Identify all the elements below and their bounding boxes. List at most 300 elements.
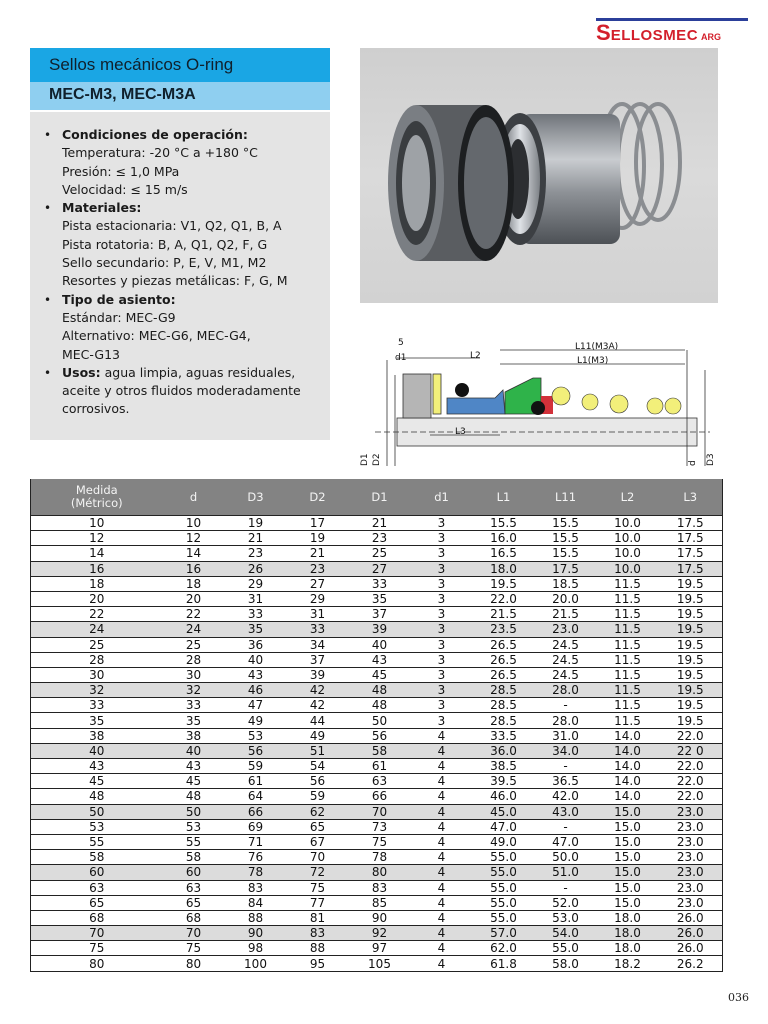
table-cell: 47.0 xyxy=(473,819,535,834)
table-cell: 15.0 xyxy=(597,819,659,834)
table-cell: 68 xyxy=(31,910,163,925)
table-row xyxy=(31,683,723,698)
table-row xyxy=(31,926,723,941)
table-cell: 70 xyxy=(163,926,225,941)
table-cell: 11.5 xyxy=(597,591,659,606)
table-cell: 22.0 xyxy=(473,591,535,606)
table-cell: 11.5 xyxy=(597,698,659,713)
table-cell: 18 xyxy=(163,576,225,591)
table-row xyxy=(31,561,723,576)
table-cell: 35 xyxy=(349,591,411,606)
table-cell: 4 xyxy=(411,910,473,925)
table-cell: 19 xyxy=(225,516,287,531)
page-title: Sellos mecánicos O-ring xyxy=(49,55,234,74)
table-row xyxy=(31,546,723,561)
table-body xyxy=(31,516,723,972)
table-cell: 45.0 xyxy=(473,804,535,819)
table-cell: 49.0 xyxy=(473,834,535,849)
table-cell: 83 xyxy=(225,880,287,895)
table-cell: 3 xyxy=(411,576,473,591)
table-cell: 3 xyxy=(411,516,473,531)
table-cell: 71 xyxy=(225,834,287,849)
table-cell: 12 xyxy=(31,531,163,546)
table-cell: 10.0 xyxy=(597,561,659,576)
table-cell: 30 xyxy=(163,667,225,682)
dim-label-5: 5 xyxy=(398,338,404,348)
table-cell: 48 xyxy=(349,698,411,713)
table-cell: 33 xyxy=(225,607,287,622)
table-cell: 17 xyxy=(287,516,349,531)
table-row xyxy=(31,728,723,743)
table-cell: 15.0 xyxy=(597,804,659,819)
table-cell: 58 xyxy=(31,850,163,865)
table-cell: 92 xyxy=(349,926,411,941)
spec-line: Pista estacionaria: V1, Q2, Q1, B, A xyxy=(62,218,282,234)
logo-suffix: ARG xyxy=(701,32,722,42)
table-cell: 15.0 xyxy=(597,895,659,910)
column-header: d xyxy=(163,479,225,516)
table-cell: 19.5 xyxy=(659,652,723,667)
spec-line: Resortes y piezas metálicas: F, G, M xyxy=(62,273,288,289)
spec-heading: Condiciones de operación: xyxy=(62,127,248,142)
table-cell: 11.5 xyxy=(597,607,659,622)
table-cell: 44 xyxy=(287,713,349,728)
table-cell: 25 xyxy=(163,637,225,652)
table-cell: 69 xyxy=(225,819,287,834)
table-cell: 56 xyxy=(349,728,411,743)
table-cell: 52.0 xyxy=(535,895,597,910)
table-cell: 47.0 xyxy=(535,834,597,849)
spec-heading: Tipo de asiento: xyxy=(62,291,176,307)
table-cell: 26 xyxy=(225,561,287,576)
table-cell: 15.5 xyxy=(535,546,597,561)
table-cell: 4 xyxy=(411,804,473,819)
table-cell: 24.5 xyxy=(535,637,597,652)
table-cell: - xyxy=(535,698,597,713)
table-row xyxy=(31,834,723,849)
dim-label-l11: L11(M3A) xyxy=(575,342,619,352)
table-cell: 33 xyxy=(163,698,225,713)
table-cell: 59 xyxy=(225,759,287,774)
table-cell: 33.5 xyxy=(473,728,535,743)
table-cell: 83 xyxy=(349,880,411,895)
table-cell: 48 xyxy=(31,789,163,804)
table-cell: 55.0 xyxy=(473,910,535,925)
table-cell: 19.5 xyxy=(659,698,723,713)
dim-label-D3: D3 xyxy=(706,453,716,466)
table-cell: 18.2 xyxy=(597,956,659,971)
table-cell: 15.0 xyxy=(597,850,659,865)
table-cell: 54.0 xyxy=(535,926,597,941)
table-row xyxy=(31,759,723,774)
table-cell: 23.0 xyxy=(659,819,723,834)
column-header: d1 xyxy=(411,479,473,516)
table-cell: 26.0 xyxy=(659,941,723,956)
table-cell: 3 xyxy=(411,591,473,606)
table-cell: 17.5 xyxy=(535,561,597,576)
spec-line: Presión: ≤ 1,0 MPa xyxy=(62,163,180,179)
table-cell: 84 xyxy=(225,895,287,910)
table-cell: 4 xyxy=(411,941,473,956)
table-cell: 3 xyxy=(411,546,473,561)
table-cell: 75 xyxy=(287,880,349,895)
table-cell: 30 xyxy=(31,667,163,682)
table-row xyxy=(31,622,723,637)
table-cell: 23.0 xyxy=(535,622,597,637)
table-cell: 51.0 xyxy=(535,865,597,880)
table-cell: 55.0 xyxy=(535,941,597,956)
table-cell: 43 xyxy=(225,667,287,682)
spec-list xyxy=(42,126,330,419)
table-cell: 48 xyxy=(163,789,225,804)
table-cell: 81 xyxy=(287,910,349,925)
table-cell: 23.0 xyxy=(659,895,723,910)
table-cell: 61 xyxy=(349,759,411,774)
table-row xyxy=(31,576,723,591)
column-header: D1 xyxy=(349,479,411,516)
dim-label-d1: d1 xyxy=(395,353,407,363)
table-cell: 95 xyxy=(287,956,349,971)
table-cell: 11.5 xyxy=(597,713,659,728)
table-cell: 4 xyxy=(411,850,473,865)
spec-line: Alternativo: MEC-G6, MEC-G4, xyxy=(62,328,251,344)
table-cell: 23.5 xyxy=(473,622,535,637)
column-header: L3 xyxy=(659,479,723,516)
table-cell: 19.5 xyxy=(659,683,723,698)
table-cell: 53 xyxy=(225,728,287,743)
table-cell: 42.0 xyxy=(535,789,597,804)
table-row xyxy=(31,743,723,758)
table-cell: 4 xyxy=(411,728,473,743)
table-cell: 58.0 xyxy=(535,956,597,971)
table-cell: 35 xyxy=(31,713,163,728)
spec-line: Velocidad: ≤ 15 m/s xyxy=(62,181,188,197)
table-cell: 15.5 xyxy=(473,516,535,531)
table-row xyxy=(31,698,723,713)
table-cell: 28.5 xyxy=(473,683,535,698)
table-cell: 35 xyxy=(225,622,287,637)
table-row xyxy=(31,804,723,819)
table-cell: 21 xyxy=(225,531,287,546)
table-cell: 16 xyxy=(163,561,225,576)
table-cell: 50 xyxy=(349,713,411,728)
table-cell: 28.0 xyxy=(535,683,597,698)
table-cell: 25 xyxy=(349,546,411,561)
table-cell: 14.0 xyxy=(597,728,659,743)
table-cell: 3 xyxy=(411,607,473,622)
table-cell: 17.5 xyxy=(659,516,723,531)
table-cell: 56 xyxy=(287,774,349,789)
table-cell: 36.0 xyxy=(473,743,535,758)
spec-line: Temperatura: -20 °C a +180 °C xyxy=(62,145,258,161)
table-cell: 49 xyxy=(225,713,287,728)
table-cell: 38 xyxy=(31,728,163,743)
table-cell: 23.0 xyxy=(659,804,723,819)
table-cell: 62 xyxy=(287,804,349,819)
table-cell: 53.0 xyxy=(535,910,597,925)
table-cell: 14 xyxy=(31,546,163,561)
table-cell: 22 xyxy=(163,607,225,622)
table-cell: 18.0 xyxy=(597,926,659,941)
table-cell: 39 xyxy=(349,622,411,637)
table-cell: 43 xyxy=(163,759,225,774)
table-cell: 43 xyxy=(31,759,163,774)
table-cell: 51 xyxy=(287,743,349,758)
table-cell: 27 xyxy=(349,561,411,576)
table-cell: 4 xyxy=(411,956,473,971)
spec-seat-type xyxy=(42,291,330,364)
table-cell: 19.5 xyxy=(659,667,723,682)
table-cell: 65 xyxy=(31,895,163,910)
table-cell: 49 xyxy=(287,728,349,743)
table-row xyxy=(31,713,723,728)
table-cell: 15.0 xyxy=(597,880,659,895)
table-cell: 3 xyxy=(411,713,473,728)
table-cell: 33 xyxy=(31,698,163,713)
table-cell: 68 xyxy=(163,910,225,925)
dim-label-D2: D2 xyxy=(372,453,382,466)
table-cell: 78 xyxy=(349,850,411,865)
table-row xyxy=(31,941,723,956)
spec-operating-conditions xyxy=(42,126,330,199)
spec-line: Pista rotatoria: B, A, Q1, Q2, F, G xyxy=(62,236,268,252)
spec-line: aceite y otros fluidos moderadamente xyxy=(62,383,301,399)
table-cell: 10.0 xyxy=(597,531,659,546)
table-cell: 45 xyxy=(349,667,411,682)
table-cell: 48 xyxy=(349,683,411,698)
table-row xyxy=(31,531,723,546)
table-cell: 4 xyxy=(411,880,473,895)
table-cell: 28.5 xyxy=(473,698,535,713)
model-name: MEC-M3, MEC-M3A xyxy=(49,86,196,103)
spec-line: Estándar: MEC-G9 xyxy=(62,309,176,325)
column-header: D3 xyxy=(225,479,287,516)
table-cell: 19.5 xyxy=(659,591,723,606)
model-banner xyxy=(30,82,330,110)
table-cell: 45 xyxy=(31,774,163,789)
table-cell: 58 xyxy=(349,743,411,758)
dim-label-d: d xyxy=(688,460,698,466)
table-cell: 4 xyxy=(411,895,473,910)
table-cell: 36.5 xyxy=(535,774,597,789)
table-cell: 11.5 xyxy=(597,622,659,637)
table-cell: 37 xyxy=(287,652,349,667)
table-cell: 31 xyxy=(225,591,287,606)
table-cell: 26.5 xyxy=(473,652,535,667)
table-cell: 3 xyxy=(411,652,473,667)
table-cell: 28.0 xyxy=(535,713,597,728)
table-cell: 67 xyxy=(287,834,349,849)
table-cell: 50 xyxy=(163,804,225,819)
spec-inline-text: agua limpia, aguas residuales, xyxy=(100,364,296,380)
table-cell: 34 xyxy=(287,637,349,652)
table-cell: 50.0 xyxy=(535,850,597,865)
bullet-icon: • xyxy=(44,292,52,307)
spec-uses xyxy=(42,364,330,419)
table-cell: 18.5 xyxy=(535,576,597,591)
table-cell: 17.5 xyxy=(659,546,723,561)
table-cell: - xyxy=(535,880,597,895)
table-cell: 39 xyxy=(287,667,349,682)
table-cell: 22.0 xyxy=(659,789,723,804)
table-cell: 63 xyxy=(31,880,163,895)
table-cell: 21 xyxy=(349,516,411,531)
table-cell: 70 xyxy=(287,850,349,865)
table-cell: 19.5 xyxy=(659,622,723,637)
table-cell: 37 xyxy=(349,607,411,622)
table-cell: 4 xyxy=(411,834,473,849)
table-cell: 14.0 xyxy=(597,789,659,804)
table-cell: 22.0 xyxy=(659,774,723,789)
table-cell: 20.0 xyxy=(535,591,597,606)
table-cell: 11.5 xyxy=(597,667,659,682)
table-cell: 47 xyxy=(225,698,287,713)
table-cell: 59 xyxy=(287,789,349,804)
table-cell: 90 xyxy=(225,926,287,941)
table-cell: 53 xyxy=(31,819,163,834)
table-header-row xyxy=(31,479,723,516)
table-row xyxy=(31,667,723,682)
column-header: L11 xyxy=(535,479,597,516)
table-cell: 38 xyxy=(163,728,225,743)
table-cell: 85 xyxy=(349,895,411,910)
dim-label-D1: D1 xyxy=(360,453,370,466)
bullet-icon: • xyxy=(44,201,52,216)
column-header: L1 xyxy=(473,479,535,516)
table-cell: 14.0 xyxy=(597,774,659,789)
table-cell: 55 xyxy=(163,834,225,849)
table-cell: 61 xyxy=(225,774,287,789)
table-cell: 76 xyxy=(225,850,287,865)
table-cell: 3 xyxy=(411,698,473,713)
logo-wordmark: ELLOSMEC xyxy=(610,27,699,44)
table-row xyxy=(31,865,723,880)
table-cell: 34.0 xyxy=(535,743,597,758)
table-row xyxy=(31,591,723,606)
table-cell: 43 xyxy=(349,652,411,667)
table-cell: 32 xyxy=(163,683,225,698)
table-cell: 100 xyxy=(225,956,287,971)
table-cell: 15.0 xyxy=(597,865,659,880)
dim-label-l1: L1(M3) xyxy=(577,356,609,366)
table-cell: 88 xyxy=(287,941,349,956)
table-cell: 16 xyxy=(31,561,163,576)
table-row xyxy=(31,819,723,834)
table-cell: 63 xyxy=(163,880,225,895)
table-cell: - xyxy=(535,759,597,774)
table-row xyxy=(31,956,723,971)
table-cell: 42 xyxy=(287,683,349,698)
table-cell: 26.5 xyxy=(473,637,535,652)
table-cell: 61.8 xyxy=(473,956,535,971)
table-cell: 75 xyxy=(163,941,225,956)
brand-logo xyxy=(596,18,752,44)
table-cell: 31.0 xyxy=(535,728,597,743)
table-cell: 54 xyxy=(287,759,349,774)
table-cell: 19.5 xyxy=(659,713,723,728)
dimensions-table xyxy=(30,479,723,972)
table-cell: 17.5 xyxy=(659,561,723,576)
table-cell: 18.0 xyxy=(597,910,659,925)
table-cell: 55.0 xyxy=(473,865,535,880)
table-cell: 55.0 xyxy=(473,895,535,910)
table-cell: 14.0 xyxy=(597,759,659,774)
column-header: D2 xyxy=(287,479,349,516)
table-cell: 18 xyxy=(31,576,163,591)
table-cell: 19.5 xyxy=(659,637,723,652)
table-cell: 31 xyxy=(287,607,349,622)
table-cell: 23 xyxy=(287,561,349,576)
table-cell: 36 xyxy=(225,637,287,652)
table-cell: 66 xyxy=(349,789,411,804)
table-cell: 63 xyxy=(349,774,411,789)
table-cell: 17.5 xyxy=(659,531,723,546)
table-cell: 10.0 xyxy=(597,516,659,531)
table-cell: 58 xyxy=(163,850,225,865)
spec-line: MEC-G13 xyxy=(62,346,120,362)
table-cell: 16.5 xyxy=(473,546,535,561)
bullet-icon: • xyxy=(44,365,52,380)
table-row xyxy=(31,516,723,531)
bullet-icon: • xyxy=(44,128,52,142)
table-cell: 55.0 xyxy=(473,880,535,895)
table-cell: 10.0 xyxy=(597,546,659,561)
table-cell: 90 xyxy=(349,910,411,925)
table-cell: 98 xyxy=(225,941,287,956)
table-cell: 40 xyxy=(31,743,163,758)
table-cell: 23.0 xyxy=(659,880,723,895)
table-cell: 105 xyxy=(349,956,411,971)
table-cell: 25 xyxy=(31,637,163,652)
table-cell: 22.0 xyxy=(659,759,723,774)
table-row xyxy=(31,880,723,895)
table-cell: 26.2 xyxy=(659,956,723,971)
table-cell: 3 xyxy=(411,683,473,698)
table-cell: 4 xyxy=(411,774,473,789)
spec-line: corrosivos. xyxy=(62,401,130,417)
table-row xyxy=(31,774,723,789)
table-cell: 23.0 xyxy=(659,850,723,865)
table-row xyxy=(31,652,723,667)
table-cell: 23.0 xyxy=(659,834,723,849)
table-cell: 22 xyxy=(31,607,163,622)
table-cell: 60 xyxy=(163,865,225,880)
table-cell: 19 xyxy=(287,531,349,546)
page-number: 036 xyxy=(728,991,749,1004)
table-cell: 4 xyxy=(411,865,473,880)
table-cell: 3 xyxy=(411,561,473,576)
table-cell: 12 xyxy=(163,531,225,546)
table-cell: 18.0 xyxy=(597,941,659,956)
table-cell: 11.5 xyxy=(597,576,659,591)
table-cell: 80 xyxy=(349,865,411,880)
table-cell: 10 xyxy=(31,516,163,531)
table-row xyxy=(31,895,723,910)
table-cell: 19.5 xyxy=(473,576,535,591)
product-photo xyxy=(360,48,718,303)
table-cell: 22.0 xyxy=(659,728,723,743)
table-cell: 42 xyxy=(287,698,349,713)
table-cell: 18.0 xyxy=(473,561,535,576)
table-row xyxy=(31,910,723,925)
table-cell: 14.0 xyxy=(597,743,659,758)
table-cell: 11.5 xyxy=(597,683,659,698)
table-cell: 75 xyxy=(349,834,411,849)
table-cell: 3 xyxy=(411,622,473,637)
table-cell: 40 xyxy=(163,743,225,758)
table-cell: 55 xyxy=(31,834,163,849)
table-cell: 21.5 xyxy=(473,607,535,622)
